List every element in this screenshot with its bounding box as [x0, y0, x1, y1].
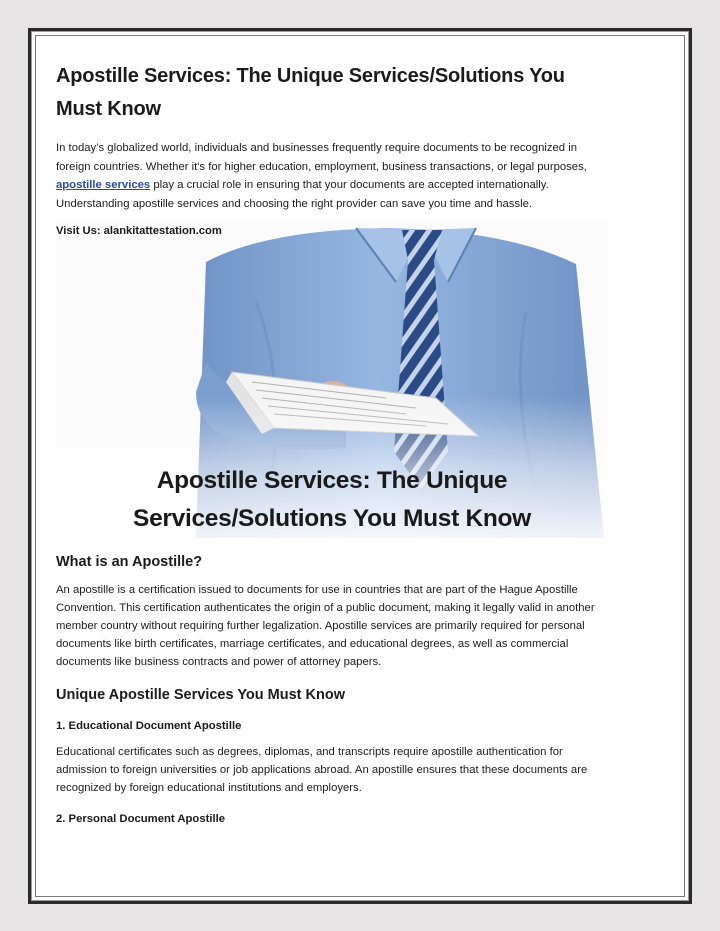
subheading-educational-document: 1. Educational Document Apostille [56, 720, 242, 733]
visit-us-text: Visit Us: alankitattestation.com [56, 225, 222, 238]
section-heading-unique-services: Unique Apostille Services You Must Know [56, 687, 345, 704]
section-paragraph-what-is-apostille: An apostille is a certification issued to documents for use in countries that are part of the Hague Apostille Convention. This certification authenticates the origin of a public document, making it legally valid in another member country without requiring further legalization. Apostille services are primarily required for personal documents like birth certificates, marriage certificates, and educational degrees, as well as commercial documents like business contracts and power of attorney papers. [56, 584, 595, 668]
subheading-personal-document: 2. Personal Document Apostille [56, 812, 226, 825]
paragraph-educational-document: Educational certificates such as degrees, diplomas, and transcripts require apostille authentication for admission to foreign universities or job applications abroad. An apostille ensures that these documents are recognized by foreign educational institutions and employers. [56, 746, 588, 794]
document-content [56, 60, 608, 827]
intro-text-after: play a crucial role in ensuring that your documents are accepted internationally. Understanding apostille services and choosing the right provider can save you time and hassle. [56, 179, 549, 210]
section-heading-what-is-apostille: What is an Apostille? [56, 554, 203, 571]
hero-title-line-1: Apostille Services: The Unique [156, 467, 508, 495]
intro-paragraph [56, 139, 608, 213]
article-title: Apostille Services: The Unique Services/Solutions You Must Know [56, 65, 565, 120]
hero-title-line-2: Services/Solutions You Must Know [133, 505, 531, 533]
intro-text-before: In today’s globalized world, individuals and businesses frequently require documents to be recognized in foreign countries. Whether it's for higher education, employment, business transactions, or legal purposes, [56, 142, 587, 173]
hero-image [56, 222, 608, 538]
apostille-services-link[interactable]: apostille services [56, 179, 151, 192]
